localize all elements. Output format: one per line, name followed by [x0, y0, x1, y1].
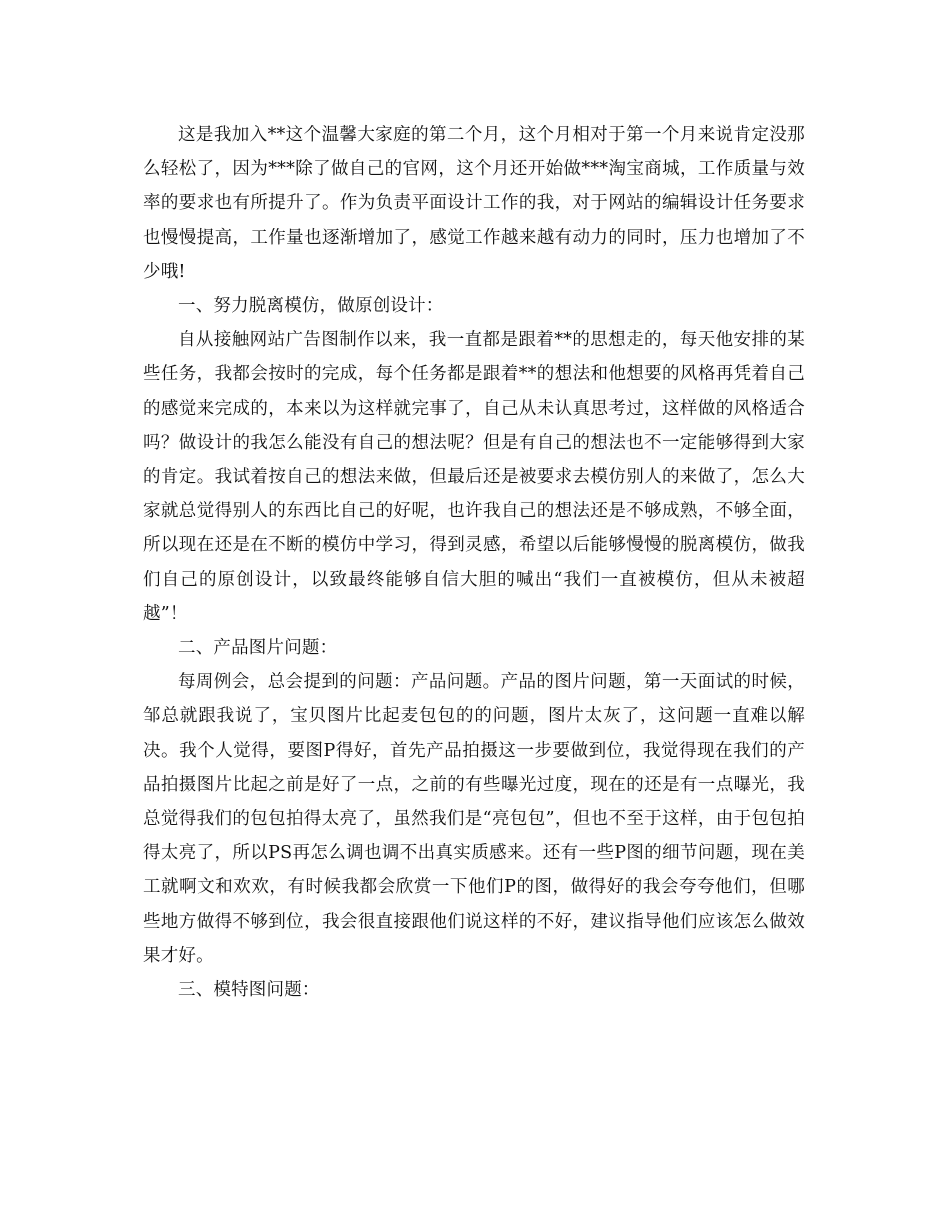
- document-body: [143, 118, 805, 1007]
- section-heading-3: 三、模特图问题：: [178, 980, 320, 1001]
- section-heading-2: 二、产品图片问题：: [178, 638, 338, 659]
- section-heading-1: 一、努力脱离模仿，做原创设计：: [178, 296, 444, 317]
- paragraph-section-2: 每周例会，总会提到的问题：产品问题。产品的图片问题，第一天面试的时候，邹总就跟我说了，宝贝图片比起麦包包的的问题，图片太灰了，这问题一直难以解决。我个人觉得，要图P得好，首先产品拍摄这一步要做到位，我觉得现在我们的产品拍摄图片比起之前是好了一点，之前的有些曝光过度，现在的还是有一点曝光，我总觉得我们的包包拍得太亮了，虽然我们是“亮包包”，但也不至于这样，由于包包拍得太亮了，所以PS再怎么调也调不出真实质感来。还有一些P图的细节问题，现在美工就啊文和欢欢，有时候我都会欣赏一下他们P的图，做得好的我会夸夸他们，但哪些地方做得不够到位，我会很直接跟他们说这样的不好，建议指导他们应该怎么做效果才好。: [143, 672, 805, 966]
- paragraph-section-1: 自从接触网站广告图制作以来，我一直都是跟着**的思想走的，每天他安排的某些任务，我都会按时的完成，每个任务都是跟着**的想法和他想要的风格再凭着自己的感觉来完成的，本来以为这样就完事了，自己从未认真思考过，这样做的风格适合吗？做设计的我怎么能没有自己的想法呢？但是有自己的想法也不一定能够得到大家的肯定。我试着按自己的想法来做，但最后还是被要求去模仿别人的来做了，怎么大家就总觉得别人的东西比自己的好呢，也许我自己的想法还是不够成熟，不够全面，所以现在还是在不断的模仿中学习，得到灵感，希望以后能够慢慢的脱离模仿，做我们自己的原创设计，以致最终能够自信大胆的喊出“我们一直被模仿，但从未被超越”！: [143, 330, 805, 624]
- paragraph-intro: 这是我加入**这个温馨大家庭的第二个月，这个月相对于第一个月来说肯定没那么轻松了，因为***除了做自己的官网，这个月还开始做***淘宝商城，工作质量与效率的要求也有所提升了。作为负责平面设计工作的我，对于网站的编辑设计任务要求也慢慢提高，工作量也逐渐增加了，感觉工作越来越有动力的同时，压力也增加了不少哦!: [143, 125, 805, 282]
